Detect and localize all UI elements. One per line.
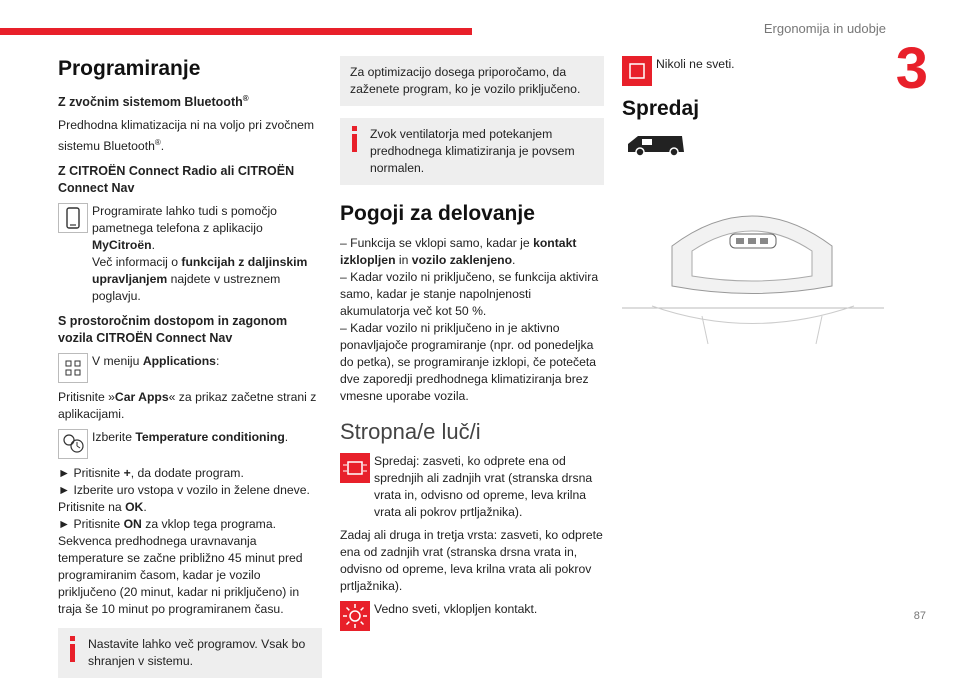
condition-2: – Kadar vozilo ni priključeno, se funkcija aktivira samo, kadar je stanje napolnjenosti akumulatorja več kot 50 %. bbox=[340, 270, 599, 318]
applications-row: V meniju Applications: bbox=[58, 353, 322, 383]
step-3: ► Pritisnite ON za vklop tega programa. bbox=[58, 517, 276, 532]
fan-note: Zvok ventilatorja med potekanjem predhodnega klimatiziranja je povsem normalen. bbox=[340, 118, 604, 185]
bluetooth-heading: Z zvočnim sistemom Bluetooth® bbox=[58, 94, 249, 110]
step-2: ► Izberite uro vstopa v vozilo in želene dneve. Pritisnite na OK. bbox=[58, 483, 310, 515]
connect-heading: Z CITROËN Connect Radio ali CITROËN Connect Nav bbox=[58, 164, 295, 196]
condition-3: – Kadar vozilo ni priključeno in je aktivno ponavljajoče programiranje (npr. od ponedeljka do petka), se programiranje izklopi, če potečeta dve zaporedji predhodnega klimatiziranja brez vmesne uporabe vozila. bbox=[340, 321, 597, 403]
step-body: Sekvenca predhodnega uravnavanja temperature se začne približno 45 minut pred programiranim časom, kadar je vozilo priključeno (20 minut, kadar ni priključeno) in traja še 10 minut po programiranem času. bbox=[58, 534, 303, 617]
chapter-number: 3 bbox=[895, 36, 928, 101]
left-column bbox=[58, 56, 322, 690]
section-title: Ergonomija in udobje bbox=[763, 21, 886, 36]
conditions-title: Pogoji za delovanje bbox=[340, 202, 535, 225]
programming-title: Programiranje bbox=[58, 57, 201, 80]
lamp-off-icon bbox=[622, 56, 652, 86]
never-row: Nikoli ne sveti. bbox=[622, 56, 886, 86]
car-apps-text: Pritisnite »Car Apps« za prikaz začetne strani z aplikacijami. bbox=[58, 390, 317, 422]
always-on-row: Vedno sveti, vklopljen kontakt. bbox=[340, 601, 604, 631]
front-title: Spredaj bbox=[622, 97, 700, 120]
door-lamp-icon bbox=[340, 453, 370, 483]
smartphone-icon bbox=[58, 203, 88, 233]
temperature-conditioning-icon bbox=[58, 429, 88, 459]
condition-1: – Funkcija se vklopi samo, kadar je kontakt izklopljen in vozilo zaklenjeno. bbox=[340, 236, 577, 267]
page-number: 87 bbox=[913, 610, 926, 622]
bluetooth-text: Predhodna klimatizacija ni na voljo pri zvočnem sistemu Bluetooth®. bbox=[58, 118, 315, 154]
lamp-on-icon bbox=[340, 601, 370, 631]
applications-grid-icon bbox=[58, 353, 88, 383]
lights-title: Stropna/e luč/i bbox=[340, 419, 481, 444]
temperature-row: Izberite Temperature conditioning. bbox=[58, 429, 322, 459]
door-light-row: Spredaj: zasveti, ko odprete ena od sprednjih ali zadnjih vrat (stranska drsna vrata in, odvisno od opreme, leva krilna vrata ali pokrov prtljažnika). bbox=[340, 453, 604, 521]
rear-light-text: Zadaj ali druga in tretja vrsta: zasveti, ko odprete ena od zadnjih vrat (stranska drsna vrata in, odvisno od opreme, leva krilna vrata ali pokrov prtljažnika). bbox=[340, 528, 603, 593]
ceiling-light-illustration bbox=[622, 166, 886, 346]
header-accent-bar bbox=[0, 28, 472, 35]
middle-column bbox=[340, 56, 604, 637]
info-icon bbox=[352, 126, 357, 151]
right-column bbox=[622, 56, 886, 346]
touchscreen-heading: S prostoročnim dostopom in zagonom vozila CITROËN Connect Nav bbox=[58, 314, 288, 346]
info-note: Nastavite lahko več programov. Vsak bo shranjen v sistemu. bbox=[58, 628, 322, 678]
step-1: ► Pritisnite +, da dodate program. bbox=[58, 466, 244, 481]
range-note: Za optimizacijo dosega priporočamo, da zaženete program, ko je vozilo priključeno. bbox=[340, 56, 604, 106]
smartphone-row: Programirate lahko tudi s pomočjo pametnega telefona z aplikacijo MyCitroën. Več informacij o funkcijah z daljinskim upravljanjem najdete v ustreznem poglavju. bbox=[58, 203, 322, 305]
van-icon bbox=[624, 130, 688, 158]
